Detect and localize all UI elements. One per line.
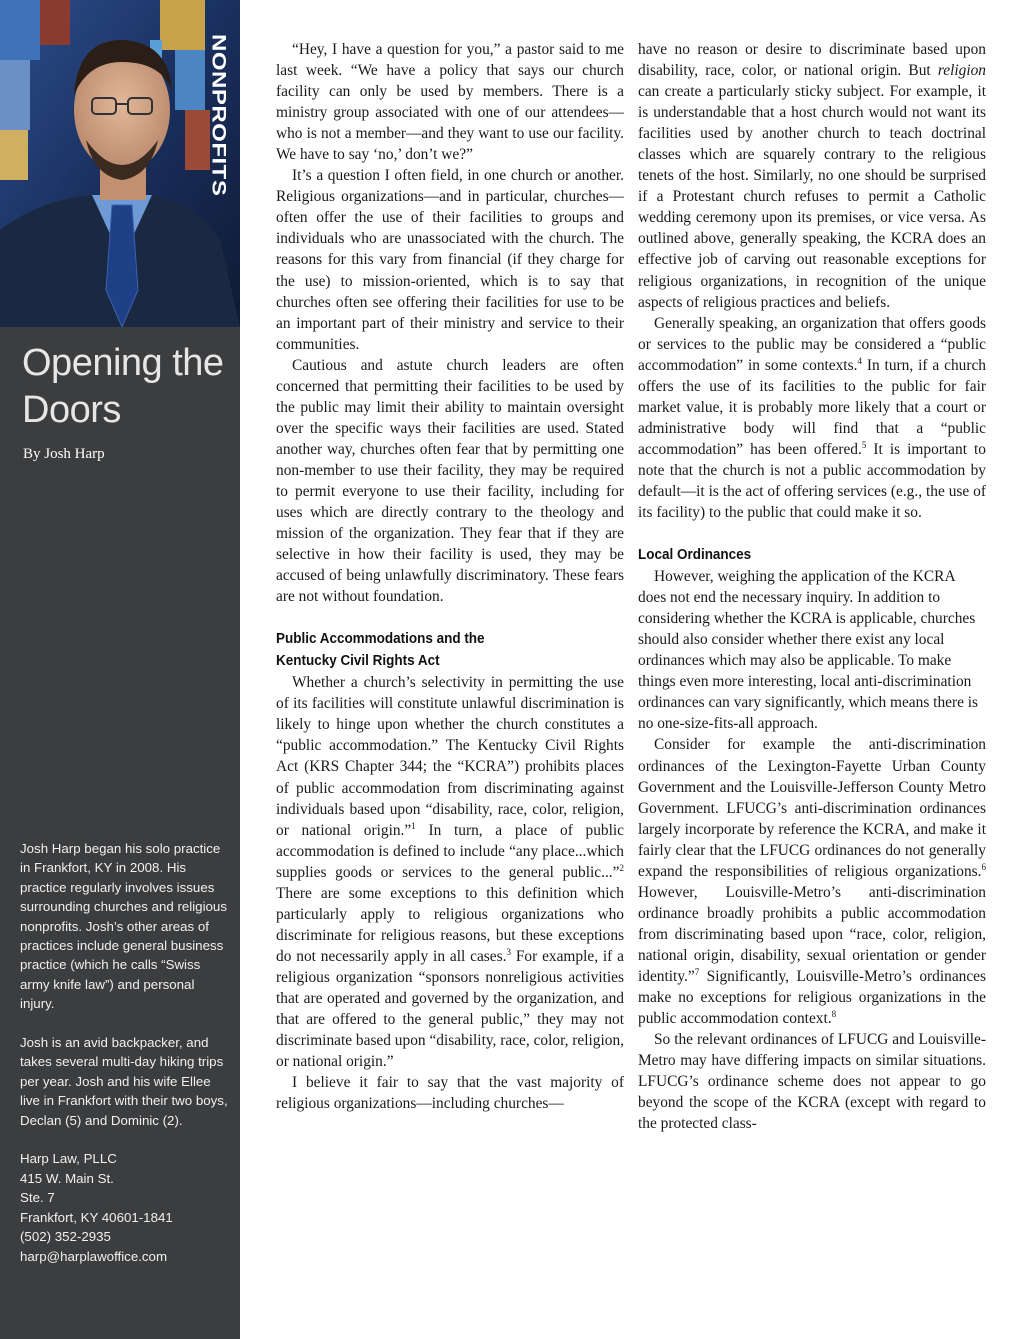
city-line: Frankfort, KY 40601-1841 bbox=[20, 1209, 173, 1225]
author-photo bbox=[0, 0, 240, 327]
paragraph bbox=[276, 672, 624, 1072]
footnote-ref: 4 bbox=[857, 355, 862, 366]
text-run: In turn, if a church offers the use of its facilities to the public for fair market value, it is probably more likely that a court or administrative body will find that a “public accommodation” has been offered. bbox=[638, 356, 987, 458]
text-run: have no reason or desire to discriminate based upon disability, race, color, or national origin. But bbox=[638, 41, 986, 80]
paragraph: “Hey, I have a question for you,” a pastor said to me last week. “We have a policy that says our church facility can only be used by members. There is a ministry group associated with one of our attendees—who is not a member—and they want to use our facility. We have to say ‘no,’ don’t we?” bbox=[276, 41, 624, 164]
paragraph: I believe it fair to say that the vast majority of religious organizations—including churches— bbox=[276, 1074, 624, 1113]
bio-paragraph-1: Josh Harp began his solo practice in Frankfort, KY in 2008. His practice regularly involves issues surrounding churches and religious nonprofits. Josh’s other areas of practices include general business practice (which he calls “Swiss army knife law”) and personal injury. bbox=[20, 841, 227, 1012]
section-tag-label: NONPROFITS bbox=[207, 34, 230, 197]
byline: By Josh Harp bbox=[23, 446, 105, 462]
sidebar bbox=[0, 0, 240, 1339]
paragraph: However, weighing the application of the KCRA does not end the necessary inquiry. In addition to considering whether the KCRA is applicable, churches should also consider whether there exist any local ordinances which may also be applicable. To make things even more interesting, local anti-discrimination ordinances can vary significantly, which means there is no one-size-fits-all approach. bbox=[638, 568, 979, 733]
paragraph: Cautious and astute church leaders are often concerned that permitting their facilities to be used by the public may limit their ability to maintain oversight over the specific ways their facilities are used. Stated another way, churches often fear that by permitting one non-member to use their facility, they may be required to permit everyone to use their facility, including for uses which are directly contrary to the theology and mission of the organization. They fear that if they are selective in how their facility is used, they may be accused of being unlawfully discriminatory. These fears are not without foundation. bbox=[276, 356, 624, 606]
paragraph bbox=[638, 313, 986, 523]
paragraph: So the relevant ordinances of LFUCG and Louisville-Metro may have differing impacts on similar situations. LFUCG’s ordinance scheme does not appear to go beyond the scope of the KCRA (except with regard to the protected class- bbox=[638, 1031, 986, 1133]
text-run: can create a particularly sticky subject. For example, it is understandable that a host church would not want its facilities used by another church to teach doctrinal classes which are squarely contrary to the religious tenets of the host. Similarly, no one should be surprised if a Protestant church refuses to permit a Catholic wedding ceremony upon its premises, or vice versa. As outlined above, generally speaking, the KCRA does an effective job of carving out reasonable exceptions for religious organizations, in recognition of the unique aspects of religious practices and beliefs. bbox=[638, 83, 986, 311]
article-column-2 bbox=[638, 39, 986, 1134]
author-bio bbox=[20, 839, 232, 1266]
article-title bbox=[22, 340, 232, 434]
author-portrait-image bbox=[0, 0, 240, 327]
paragraph bbox=[638, 734, 986, 1029]
text-run: Whether a church’s selectivity in permitting the use of its facilities will constitute unlawful discrimination is likely to hinge upon whether the church constitutes a “public accommodation.” The Kentucky Civil Rights Act (KRS Chapter 344; the “KCRA”) prohibits places of public accommodation from discriminating against individuals based upon “disability, race, color, religion, or national origin.” bbox=[276, 674, 624, 839]
emphasis: religion bbox=[937, 62, 986, 80]
footnote-ref: 6 bbox=[981, 861, 986, 872]
article-title-line1: Opening the bbox=[22, 342, 224, 384]
paragraph: It’s a question I often field, in one church or another. Religious organizations—and in particular, churches—often offer the use of their facilities to groups and individuals who are unassociated with the church. The reasons for this vary from financial (if they charge for the use) to mission-oriented, which is to say that churches often see offering their facilities for use to be an important part of their ministry and service to their communities. bbox=[276, 167, 624, 353]
footnote-ref: 5 bbox=[861, 439, 867, 450]
bio-paragraph-2: Josh is an avid backpacker, and takes several multi-day hiking trips per year. Josh and his wife Ellee live in Frankfort with their two boys, Declan (5) and Dominic (2). bbox=[20, 1035, 228, 1128]
phone-number[interactable]: (502) 352-2935 bbox=[20, 1229, 111, 1245]
text-run: Generally speaking, an organization that offers goods or services to the public may be considered a “public accommodation” in some contexts. bbox=[638, 314, 986, 374]
subheading-line-1: Public Accommodations and the bbox=[276, 631, 485, 648]
firm-name: Harp Law, PLLC bbox=[20, 1151, 117, 1167]
footnote-ref: 3 bbox=[506, 946, 511, 957]
paragraph bbox=[638, 39, 986, 313]
text-run: For example, if a religious organization “sponsors nonreligious activities that are operated and governed by the organization, and that are offered to the general public,” they may not discriminate based upon “disability, race, color, religion, or national origin.” bbox=[276, 947, 625, 1071]
text-run: However, Louisville-Metro’s anti-discrimination ordinance broadly prohibits a public accommodation from discriminating based upon “race, color, religion, national origin, disability, sexual orientation or gender identity.” bbox=[638, 883, 986, 985]
footnote-ref: 1 bbox=[411, 820, 416, 831]
footnote-ref: 2 bbox=[619, 862, 624, 873]
article-title-line2: Doors bbox=[22, 389, 121, 431]
address-line-2: Ste. 7 bbox=[20, 1190, 55, 1206]
text-run: It is important to note that the church is not a public accommodation by default—it is the act of offering services (e.g., the use of its facility) to the public that could make it so. bbox=[638, 440, 986, 522]
footnote-ref: 8 bbox=[831, 1008, 837, 1019]
text-run: There are some exceptions to this definition which particularly apply to religious organizations who discriminate for religious reasons, but these exceptions do not necessarily apply in all cases. bbox=[276, 884, 624, 965]
text-run: In turn, a place of public accommodation is defined to include “any place...which supplies goods or services to the general public...” bbox=[276, 821, 624, 881]
email-link[interactable]: harp@harplawoffice.com bbox=[20, 1248, 168, 1264]
article-column-1 bbox=[276, 39, 624, 1114]
contact-block bbox=[20, 1149, 232, 1265]
subheading-public-accommodations bbox=[276, 628, 600, 672]
subheading-line-2: Kentucky Civil Rights Act bbox=[276, 653, 440, 670]
footnote-ref: 7 bbox=[694, 966, 700, 977]
subheading-local-ordinances: Local Ordinances bbox=[638, 547, 752, 564]
text-run: Consider for example the anti-discrimination ordinances of the Lexington-Fayette Urban County Government and the Louisville-Jefferson County Metro Government. LFUCG’s anti-discrimination ordinances largely incorporate by reference the KCRA, and make it fairly clear that the LFUCG ordinances do not generally expand the responsibilities of religious organizations. bbox=[638, 736, 986, 880]
address-line-1: 415 W. Main St. bbox=[20, 1170, 114, 1186]
section-tag bbox=[206, 34, 236, 197]
text-run: Significantly, Louisville-Metro’s ordinances make no exceptions for religious organizations in the public accommodation context. bbox=[638, 967, 986, 1028]
